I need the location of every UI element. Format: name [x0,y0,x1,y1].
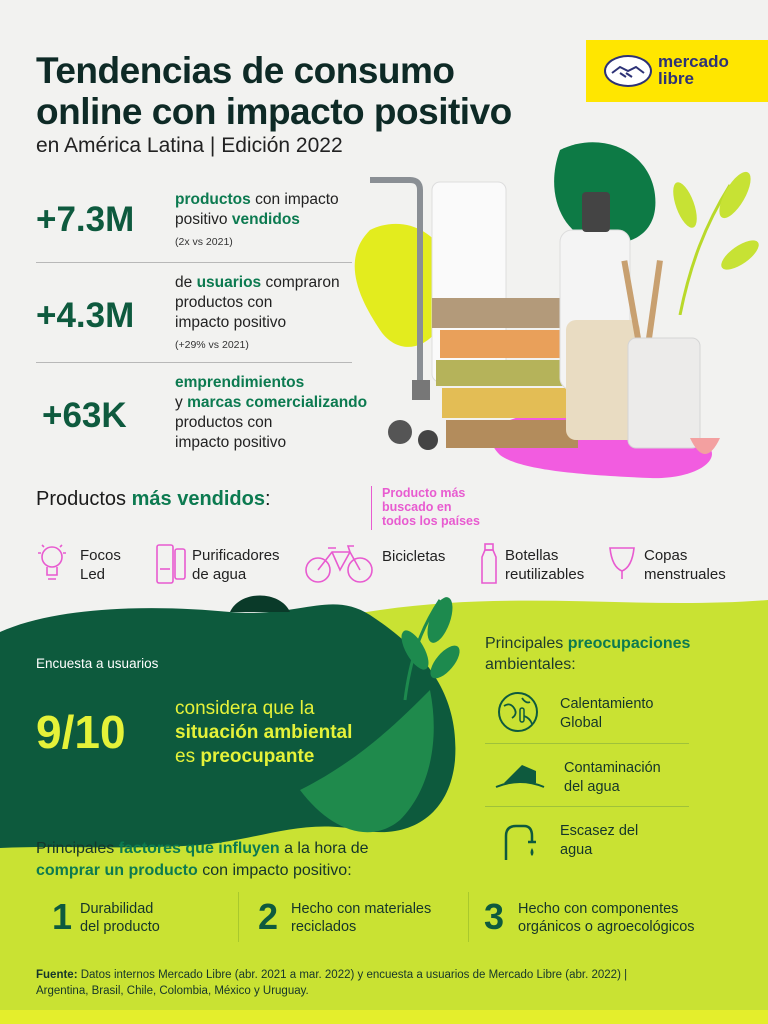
handshake-icon [604,55,652,87]
survey-big-number: 9/10 [36,706,126,758]
source-label: Fuente: [36,969,78,981]
factor-recycled [291,900,431,936]
stat-text-part: productos con [175,414,273,431]
stat-text-bold: marcas comercializando [187,394,368,411]
callout-line: Producto más [382,486,466,500]
factors-heading [36,838,369,882]
concern-line: Contaminación [564,760,661,776]
menstrual-cup-icon [608,545,636,583]
survey-line-bold: preocupante [200,746,315,767]
stat-note: (+29% vs 2021) [175,339,249,351]
factor-line: reciclados [291,919,357,935]
stat-divider [36,262,352,263]
product-label-led [80,546,121,584]
concerns-head-part: Principales [485,635,568,652]
factors-head-part: a la hora de [279,840,369,857]
source-text: Datos internos Mercado Libre (abr. 2021 a mar. 2022) y encuesta a usuarios de Mercado Libre (abr. 2022) | Argentina, Brasil, Chile, Colombia, México y Uruguay. [36,969,628,997]
products-title [36,488,271,511]
stat-divider [36,362,352,363]
stat-text-part: impacto positivo [175,314,287,331]
product-label-purifier [192,546,280,584]
product-line: Focos [80,547,121,564]
stat-text-bold: usuarios [196,274,262,291]
factor-line: Hecho con componentes [518,901,679,917]
callout-line: buscado en [382,500,452,514]
product-line: Botellas [505,547,559,564]
callout-line-marker [371,486,372,530]
products-title-colon: : [265,488,271,510]
survey-text [175,697,352,769]
mercado-libre-logo [586,40,768,102]
product-line: menstruales [644,566,726,583]
concerns-head-bold: preocupaciones [567,635,691,652]
concern-divider [485,743,689,744]
title-line-1: Tendencias de consumo [36,50,455,91]
product-line: reutilizables [505,566,585,583]
concern-line: del agua [564,779,620,795]
logo-line-1: mercado [658,52,729,71]
bicycle-icon [304,540,374,586]
concern-water-scarcity [560,822,638,860]
stat-text-ventures [175,373,367,453]
stat-text-part: compraron [261,274,340,291]
concern-global-warming [560,695,654,733]
title-line-2: online con impacto positivo [36,91,512,132]
product-line: Purificadores [192,547,280,564]
product-line: Copas [644,547,688,564]
survey-line-bold: situación ambiental [175,722,353,743]
product-label-bottles [505,546,584,584]
product-line: Bicicletas [382,548,446,565]
faucet-icon [498,820,542,864]
logo-text [658,53,729,87]
concern-water-pollution [564,759,661,797]
factor-divider [468,892,469,942]
callout-line: todos los países [382,514,480,528]
stat-value-products: +7.3M [36,200,135,239]
most-searched-callout [382,486,480,528]
products-title-plain: Productos [36,488,132,510]
survey-line: es [175,746,201,767]
stat-text-part: impacto positivo [175,434,287,451]
factor-divider [238,892,239,942]
factors-head-bold: factores que influyen [118,840,280,857]
stat-text-part: de [175,274,197,291]
bottle-icon [478,543,500,587]
product-line: de agua [192,566,247,583]
factor-number: 2 [258,896,279,937]
light-bulb-icon [38,543,68,585]
concerns-heading [485,633,690,675]
factor-durability [80,900,160,936]
stat-text-users [175,273,340,355]
factor-organic [518,900,695,936]
factor-line: Hecho con materiales [291,901,432,917]
factors-head-part: con impacto positivo: [197,862,352,879]
concern-line: Global [560,715,602,731]
globe-warming-icon [496,690,540,734]
stat-text-part: y [175,394,188,411]
factors-head-part: Principales [36,840,119,857]
leaves-illustration [385,590,465,710]
concern-line: agua [560,842,593,858]
product-label-bicycles [382,547,445,566]
stat-note: (2x vs 2021) [175,236,233,248]
factor-line: Durabilidad [80,901,154,917]
stat-text-bold: productos [175,191,251,208]
page-subtitle: en América Latina | Edición 2022 [36,134,343,157]
factor-line: del producto [80,919,160,935]
page-title [36,50,556,132]
factor-line: orgánicos o agroecológicos [518,919,695,935]
water-pollution-icon [492,755,548,795]
stat-text-part: positivo [175,211,232,228]
stat-text-products [175,190,339,252]
concern-line: Calentamiento [560,696,654,712]
concerns-head-part: ambientales: [485,656,576,673]
survey-line: considera que la [175,698,315,719]
stat-value-ventures: +63K [42,396,127,435]
product-line: Led [80,566,106,583]
stat-text-bold: vendidos [231,211,300,228]
concern-line: Escasez del [560,823,639,839]
factor-number: 3 [484,896,505,937]
factors-head-bold: comprar un producto [36,862,198,879]
stat-text-part: con impacto [250,191,339,208]
products-title-bold: más vendidos [131,488,265,510]
logo-line-2: libre [658,69,694,88]
stat-text-part: productos con [175,294,273,311]
stat-text-bold: emprendimientos [175,374,305,391]
source-footnote [36,967,636,999]
factor-number: 1 [52,896,73,937]
survey-label: Encuesta a usuarios [36,656,159,671]
water-purifier-icon [155,543,187,587]
product-label-cups [644,546,726,584]
eco-products-illustration [360,170,730,460]
stat-value-users: +4.3M [36,296,135,335]
concern-divider [485,806,689,807]
